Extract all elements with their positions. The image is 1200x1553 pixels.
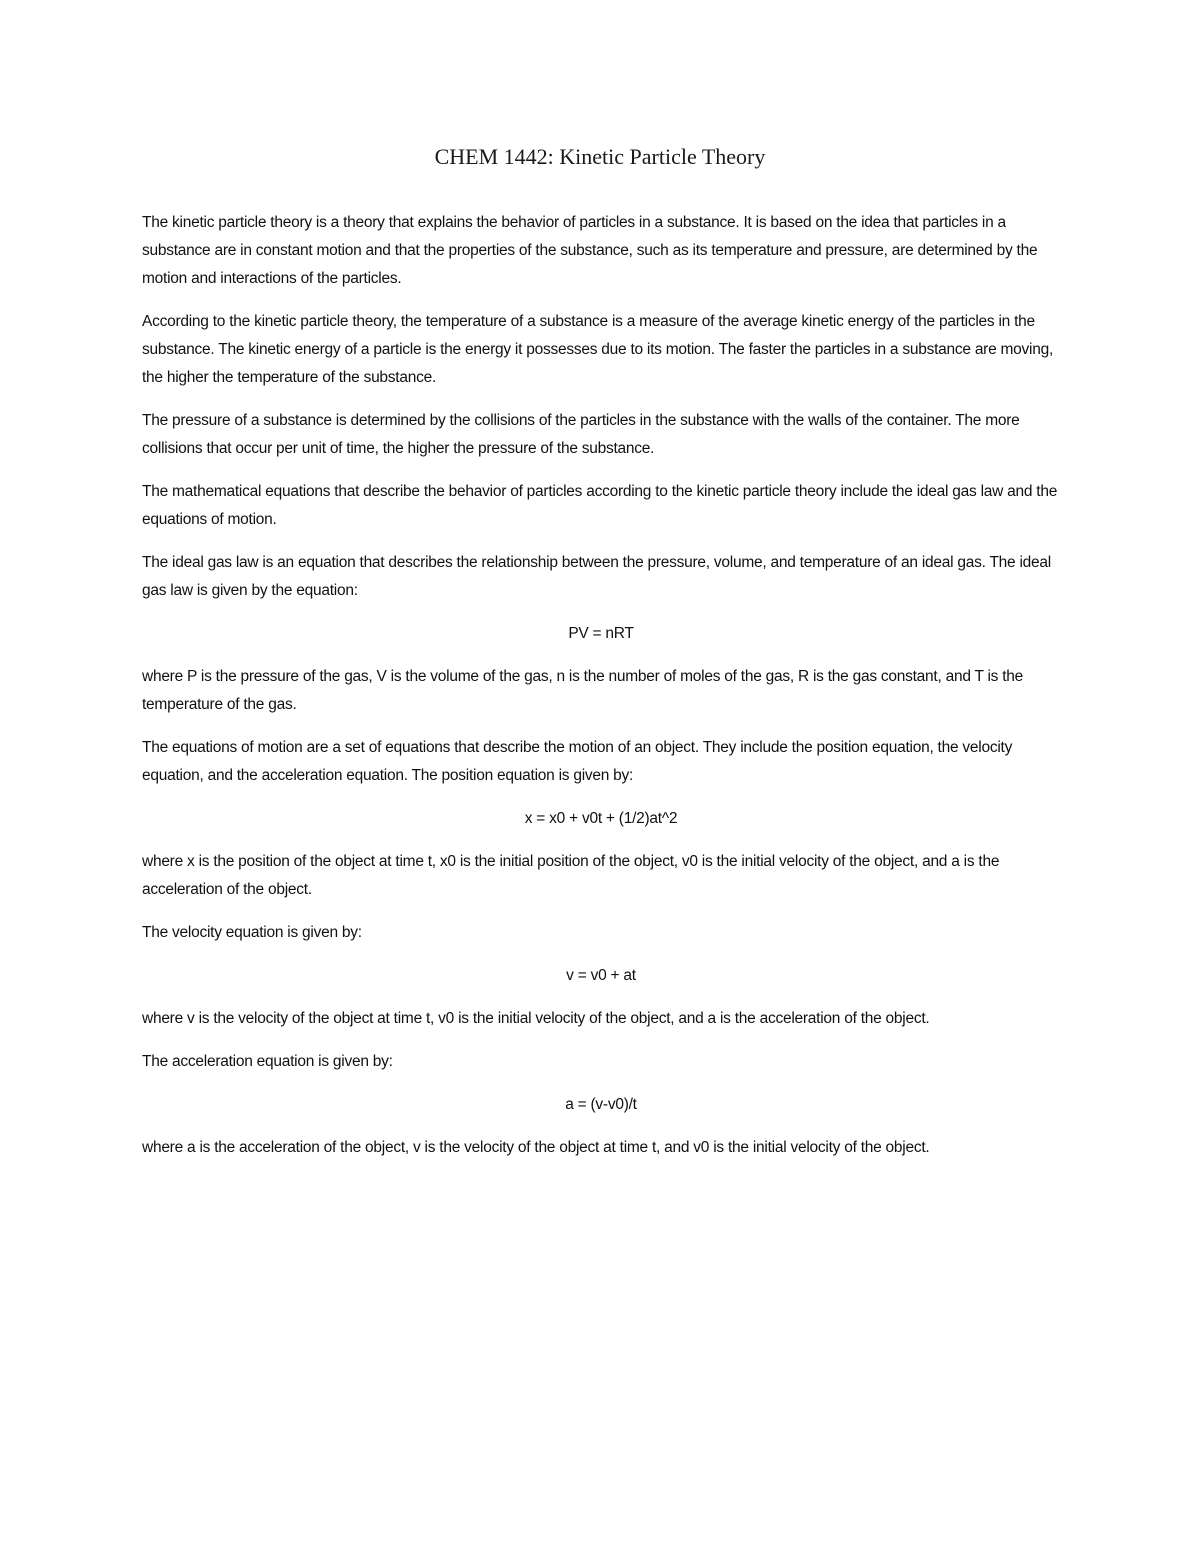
paragraph-acceleration-variables: where a is the acceleration of the object, v is the velocity of the object at time t, and v0 is the initial velocity of the object. bbox=[142, 1139, 930, 1156]
document-body bbox=[142, 209, 1060, 1177]
paragraph-position-variables: where x is the position of the object at time t, x0 is the initial position of the object, v0 is the initial velocity of the object, and a is the acceleration of the object. bbox=[142, 853, 1000, 898]
equation-acceleration: a = (v-v0)/t bbox=[565, 1096, 637, 1113]
equation-position: x = x0 + v0t + (1/2)at^2 bbox=[524, 810, 678, 827]
equation-velocity: v = v0 + at bbox=[566, 967, 636, 984]
paragraph-velocity-intro: The velocity equation is given by: bbox=[142, 924, 362, 941]
document-title: CHEM 1442: Kinetic Particle Theory bbox=[434, 144, 766, 169]
paragraph-pressure: The pressure of a substance is determined by the collisions of the particles in the substance with the walls of the container. The more collisions that occur per unit of time, the higher the pressure of the substance. bbox=[142, 412, 1020, 457]
paragraph-temperature: According to the kinetic particle theory, the temperature of a substance is a measure of the average kinetic energy of the particles in the substance. The kinetic energy of a particle is the energy it possesses due to its motion. The faster the particles in a substance are moving, the higher the temperature of the substance. bbox=[142, 313, 1054, 386]
paragraph-ideal-gas-variables: where P is the pressure of the gas, V is the volume of the gas, n is the number of moles of the gas, R is the gas constant, and T is the temperature of the gas. bbox=[142, 668, 1024, 713]
paragraph-acceleration-intro: The acceleration equation is given by: bbox=[142, 1053, 393, 1070]
equation-ideal-gas-law: PV = nRT bbox=[568, 625, 634, 642]
paragraph-ideal-gas-law: The ideal gas law is an equation that describes the relationship between the pressure, volume, and temperature of an ideal gas. The ideal gas law is given by the equation: bbox=[142, 554, 1051, 599]
paragraph-velocity-variables: where v is the velocity of the object at time t, v0 is the initial velocity of the object, and a is the acceleration of the object. bbox=[142, 1010, 930, 1027]
paragraph-intro: The kinetic particle theory is a theory that explains the behavior of particles in a substance. It is based on the idea that particles in a substance are in constant motion and that the properties of the substance, such as its temperature and pressure, are determined by the motion and interactions of the particles. bbox=[142, 214, 1038, 287]
paragraph-equations-of-motion: The equations of motion are a set of equations that describe the motion of an object. They include the position equation, the velocity equation, and the acceleration equation. The position equation is given by: bbox=[142, 739, 1013, 784]
paragraph-equations-intro: The mathematical equations that describe the behavior of particles according to the kinetic particle theory include the ideal gas law and the equations of motion. bbox=[142, 483, 1058, 528]
